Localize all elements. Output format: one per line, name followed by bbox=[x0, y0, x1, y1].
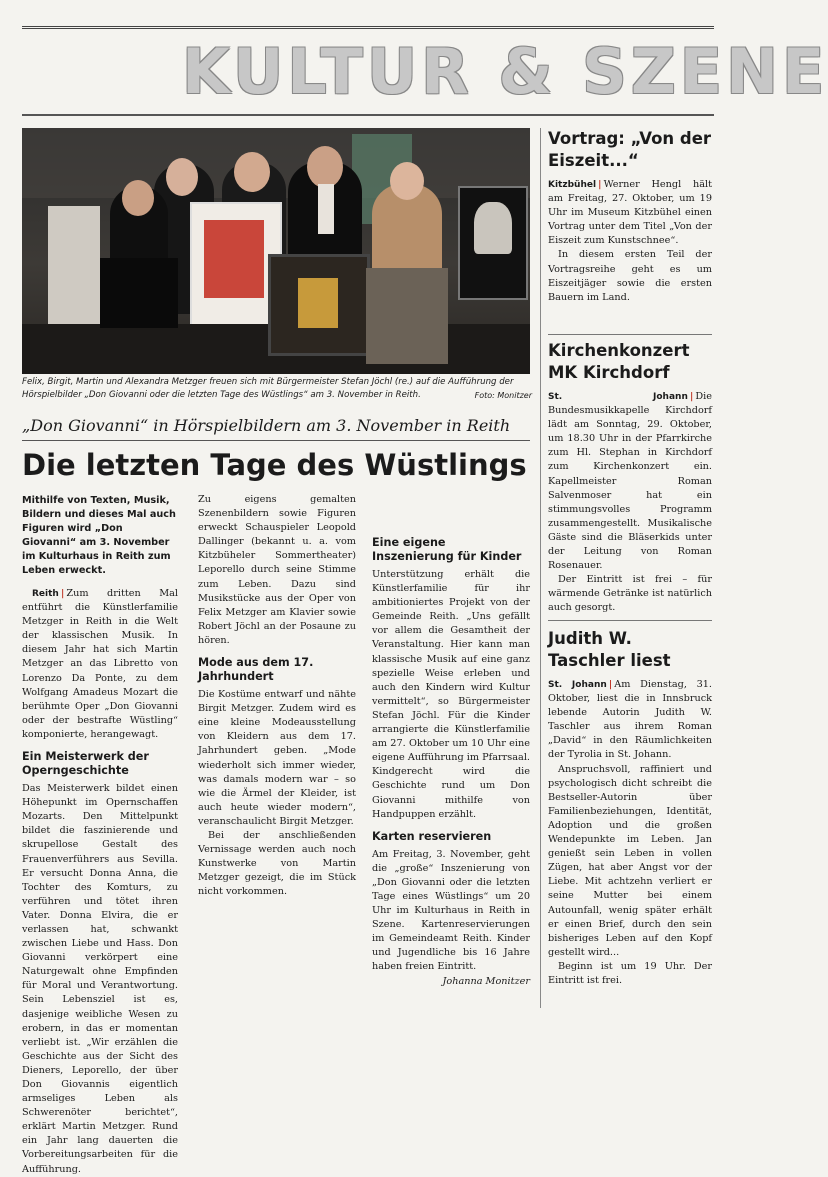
sidebar-text bbox=[548, 390, 712, 616]
sidebar-paragraph: Beginn ist um 19 Uhr. Der Eintritt ist frei. bbox=[548, 960, 712, 986]
photo-head bbox=[122, 180, 154, 216]
article-paragraph: Unterstützung erhält die Künstlerfamilie für ihr ambitioniertes Projekt von der Gemeinde Reith. „Uns gefällt vor allem die Gesamtheit der Veranstaltung. Hier kann man klassische Musik auf eine ganz spezielle Weise erleben und auch den Kindern wird Kultur vermittelt“, so Bürgermeister Stefan Jöchl. Für die Kinder arrangierte die Künstlerfamilie am 27. Oktober um 10 Uhr eine eigene Aufführung im Pfarrsaal. Kindgerecht wird die Geschichte rund um Don Giovanni mithilfe von Handpuppen erzählt. bbox=[372, 569, 531, 820]
photo-poster-art bbox=[204, 220, 264, 298]
sidebar-item-lesung bbox=[548, 628, 712, 988]
photo-caption-text: Felix, Birgit, Martin und Alexandra Metzger freuen sich mit Bürgermeister Stefan Jöchl (re.) auf die Aufführung der Hörspielbilder „Don Giovanni oder die letzten Tage des Wüstlings“ am 3. November in Reith. bbox=[22, 377, 514, 400]
photo-caption bbox=[22, 376, 532, 402]
photo-head bbox=[307, 146, 343, 188]
subheading: Karten reservieren bbox=[372, 829, 492, 843]
article-kicker: „Don Giovanni“ in Hörspielbildern am 3. November in Reith bbox=[22, 415, 530, 441]
photo-head bbox=[234, 152, 270, 192]
section-masthead: KULTUR & SZENE bbox=[182, 35, 828, 108]
article-headline: Die letzten Tage des Wüstlings bbox=[22, 448, 527, 482]
column-separator bbox=[540, 128, 541, 1008]
sidebar-rule bbox=[548, 620, 712, 621]
photo-shirt bbox=[318, 184, 334, 234]
dateline-bar: | bbox=[608, 679, 613, 690]
article-column-1 bbox=[22, 494, 178, 1177]
dateline-bar: | bbox=[60, 588, 65, 599]
sidebar-paragraph: Am Dienstag, 31. Oktober, liest die in Innsbruck lebende Autorin Judith W. Taschler aus ihrem Roman „David“ in den Räumlichkeiten der Tyrolia in St. Johann. bbox=[548, 679, 712, 761]
top-rule bbox=[22, 26, 714, 29]
subheading: Mode aus dem 17. Jahrhundert bbox=[198, 656, 314, 684]
sidebar-paragraph: Anspruchsvoll, raffiniert und psychologisch dicht schreibt die Bestseller-Autorin über Familienbeziehungen, Identität, Adoption und die großen Wendepunkte im Leben. Jan genießt sein Leben in vollen Zügen, hat aber Angst vor der Liebe. Mit achtzehn verliert er seine Mutter bei einem Autounfall, wenig später erhält er einen Brief, durch den sein bisheriges Leben auf den Kopf gestellt wird... bbox=[548, 763, 712, 958]
photo-head bbox=[166, 158, 198, 196]
sidebar-heading: Vortrag: „Von der Eiszeit...“ bbox=[548, 129, 712, 170]
dateline-place: St. Johann bbox=[548, 392, 688, 402]
sidebar-rule bbox=[548, 334, 712, 335]
article-text: Zum dritten Mal entführt die Künstlerfamilie Metzger in Reith in die Welt der klassischen Musik. In diesem Jahr hat sich Martin Metzger an das Libretto von Lorenzo Da Ponte, zu dem Wolfgang Amadeus Mozart die berühmte Oper „Don Giovanni oder der bestrafte Wüstling“ komponierte, herangewagt. bbox=[22, 588, 178, 740]
article-author: Johanna Monitzer bbox=[442, 975, 530, 987]
subheading: Ein Meisterwerk der Operngeschichte bbox=[22, 750, 149, 778]
sidebar-paragraph: Werner Hengl hält am Freitag, 27. Oktober, um 19 Uhr im Museum Kitzbühel einen Vortrag unter dem Titel „Von der Eiszeit zum Kunstschnee“. bbox=[548, 179, 712, 247]
photo-head bbox=[390, 162, 424, 200]
photo-painting-left bbox=[48, 206, 100, 326]
article-paragraph: Am Freitag, 3. November, geht die „große“ Inszenierung von „Don Giovanni oder die letzten Tage eines Wüstlings“ um 20 Uhr im Kulturhaus in Reith in Szene. Kartenreservierungen im Gemeindeamt Reith. Kinder und Jugendliche bis 16 Jahre haben freien Eintritt. bbox=[372, 848, 530, 973]
article-paragraph: Zu eigens gemalten Szenenbildern sowie Figuren erweckt Schauspieler Leopold Dallinger (bekannt u. a. vom Kitzbüheler Sommertheater) Leporello durch seine Stimme zum Leben. Dazu sind Musikstücke aus der Oper von Felix Metzger am Klavier sowie Robert Jöchl an der Posaune zu hören. bbox=[198, 494, 356, 646]
photo-stage-model bbox=[366, 268, 448, 364]
sidebar-paragraph: Der Eintritt ist frei – für wärmende Getränke ist natürlich auch gesorgt. bbox=[548, 574, 712, 614]
article-paragraph: Das Meisterwerk bildet einen Höhepunkt im Opernschaffen Mozarts. Den Mittelpunkt bildet die faszinierende und skrupellose Gestalt des Frauenverführers aus Sevilla. Er versucht Donna Anna, die Tochter des Komturs, zu verführen und tötet ihren Vater. Donna Elvira, die er verlassen hat, schwankt zwischen Liebe und Hass. Don Giovanni verkörpert eine Naturgewalt ohne Empfinden für Moral und Verantwortung. Sein Lebensziel ist es, dasjenige weibliche Wesen zu erobern, in das er momentan verliebt ist. „Wir erzählen die Geschichte aus der Sicht des Dieners, Leporello, der über Don Giovannis eigentlich armseliges Leben als Schwerenöter berichtet“, erklärt Martin Metzger. Rund ein Jahr lang dauerten die Vorbereitungsarbeiten für die Aufführung. bbox=[22, 783, 178, 1175]
dateline-place: Kitzbühel bbox=[548, 180, 597, 190]
article-lead: Mithilfe von Texten, Musik, Bildern und dieses Mal auch Figuren wird „Don Giovanni“ am 3. November im Kulturhaus in Reith zum Leben erweckt. bbox=[22, 495, 176, 576]
article-column-2 bbox=[198, 494, 356, 899]
dateline-place: St. Johann bbox=[548, 680, 607, 690]
photo-horse-figure bbox=[474, 202, 512, 254]
article-paragraph bbox=[22, 587, 178, 742]
photo-dark-frame bbox=[100, 258, 178, 328]
masthead-rule bbox=[22, 114, 714, 116]
sidebar-heading: Judith W. Taschler liest bbox=[548, 629, 671, 670]
dateline-bar: | bbox=[689, 391, 694, 402]
sidebar-text bbox=[548, 178, 712, 305]
article-paragraph: Die Kostüme entwarf und nähte Birgit Metzger. Zudem wird es eine kleine Modeausstellung von Kleidern aus dem 17. Jahrhundert geben. „Mode wiederholt sich immer wieder, was damals modern war – so wie die Ärmel der Kleider, ist auch heute wieder modern“, veranschaulicht Birgit Metzger. bbox=[198, 689, 356, 827]
dateline-place: Reith bbox=[32, 589, 59, 599]
sidebar-text bbox=[548, 678, 712, 988]
sidebar-item-vortrag bbox=[548, 128, 712, 305]
sidebar-item-kirchenkonzert bbox=[548, 340, 712, 616]
sidebar-paragraph: In diesem ersten Teil der Vortragsreihe geht es um Eiszeitjäger sowie die ersten Bauern im Land. bbox=[548, 249, 712, 303]
article-column-3 bbox=[372, 494, 530, 989]
sidebar-paragraph: Die Bundesmusikkapelle Kirchdorf lädt am Sonntag, 29. Oktober, um 18.30 Uhr in der Pfarrkirche zum Hl. Stephan in Kirchdorf zum Kirchenkonzert ein. Kapellmeister Roman Salvenmoser hat ein stimmungsvolles Programm zusammengestellt. Musikalische Gäste sind die Bläserkids unter der Leitung von Roman Rosenauer. bbox=[548, 391, 712, 572]
photo-credit: Foto: Monitzer bbox=[474, 391, 532, 400]
sidebar-heading: Kirchenkonzert MK Kirchdorf bbox=[548, 341, 690, 382]
subheading: Eine eigene Inszenierung für Kinder bbox=[372, 536, 522, 563]
article-paragraph: Bei der anschließenden Vernissage werden auch noch Kunstwerke von Martin Metzger gezeigt, die im Stück nicht vorkommen. bbox=[198, 829, 356, 898]
photo-castle bbox=[298, 278, 338, 328]
dateline-bar: | bbox=[598, 179, 602, 190]
article-photo bbox=[22, 128, 530, 374]
